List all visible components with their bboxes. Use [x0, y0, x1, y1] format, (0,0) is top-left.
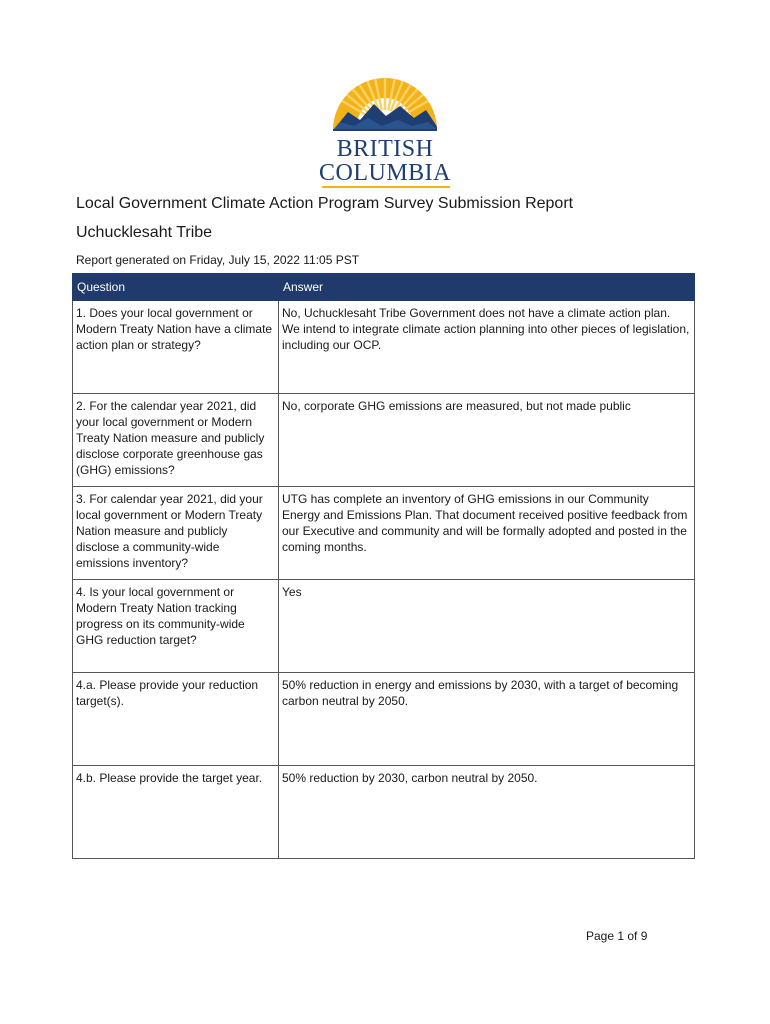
- logo-line-british: BRITISH: [336, 136, 434, 162]
- question-cell: 4.b. Please provide the target year.: [73, 766, 279, 859]
- table-row: [73, 766, 695, 859]
- question-cell: 4.a. Please provide your reduction target(s).: [73, 673, 279, 766]
- table-header-row: [73, 274, 695, 301]
- answer-cell: UTG has complete an inventory of GHG emissions in our Community Energy and Emissions Plan. That document received positive feedback from our Executive and community and will be formally adopted and posted in the coming months.: [279, 487, 695, 580]
- report-title: Local Government Climate Action Program Survey Submission Report: [76, 195, 574, 212]
- answer-cell: Yes: [279, 580, 695, 673]
- answer-cell: No, corporate GHG emissions are measured, but not made public: [279, 394, 695, 487]
- answer-cell: 50% reduction by 2030, carbon neutral by 2050.: [279, 766, 695, 859]
- header-answer: Answer: [279, 274, 695, 301]
- page-number: Page 1 of 9: [586, 929, 648, 943]
- question-cell: 1. Does your local government or Modern Treaty Nation have a climate action plan or strategy?: [73, 301, 279, 394]
- logo-underline: [322, 186, 450, 188]
- question-cell: 2. For the calendar year 2021, did your local government or Modern Treaty Nation measure and publicly disclose corporate greenhouse gas (GHG) emissions?: [73, 394, 279, 487]
- header-question: Question: [73, 274, 279, 301]
- sunset-mountain-icon: [310, 64, 460, 136]
- survey-table: [72, 273, 695, 859]
- table-row: [73, 487, 695, 580]
- table-row: [73, 580, 695, 673]
- question-cell: 3. For calendar year 2021, did your local government or Modern Treaty Nation measure and publicly disclose a community-wide emissions inventory?: [73, 487, 279, 580]
- answer-cell: 50% reduction in energy and emissions by 2030, with a target of becoming carbon neutral by 2050.: [279, 673, 695, 766]
- generated-timestamp: Report generated on Friday, July 15, 2022 11:05 PST: [76, 253, 360, 267]
- table-row: [73, 673, 695, 766]
- answer-cell: No, Uchucklesaht Tribe Government does not have a climate action plan. We intend to integrate climate action planning into other pieces of legislation, including our OCP.: [279, 301, 695, 394]
- bc-logo: [310, 64, 460, 188]
- question-cell: 4. Is your local government or Modern Treaty Nation tracking progress on its community-wide GHG reduction target?: [73, 580, 279, 673]
- logo-line-columbia: COLUMBIA: [318, 160, 451, 186]
- table-row: [73, 394, 695, 487]
- organization-name: Uchucklesaht Tribe: [76, 224, 213, 241]
- table-row: [73, 301, 695, 394]
